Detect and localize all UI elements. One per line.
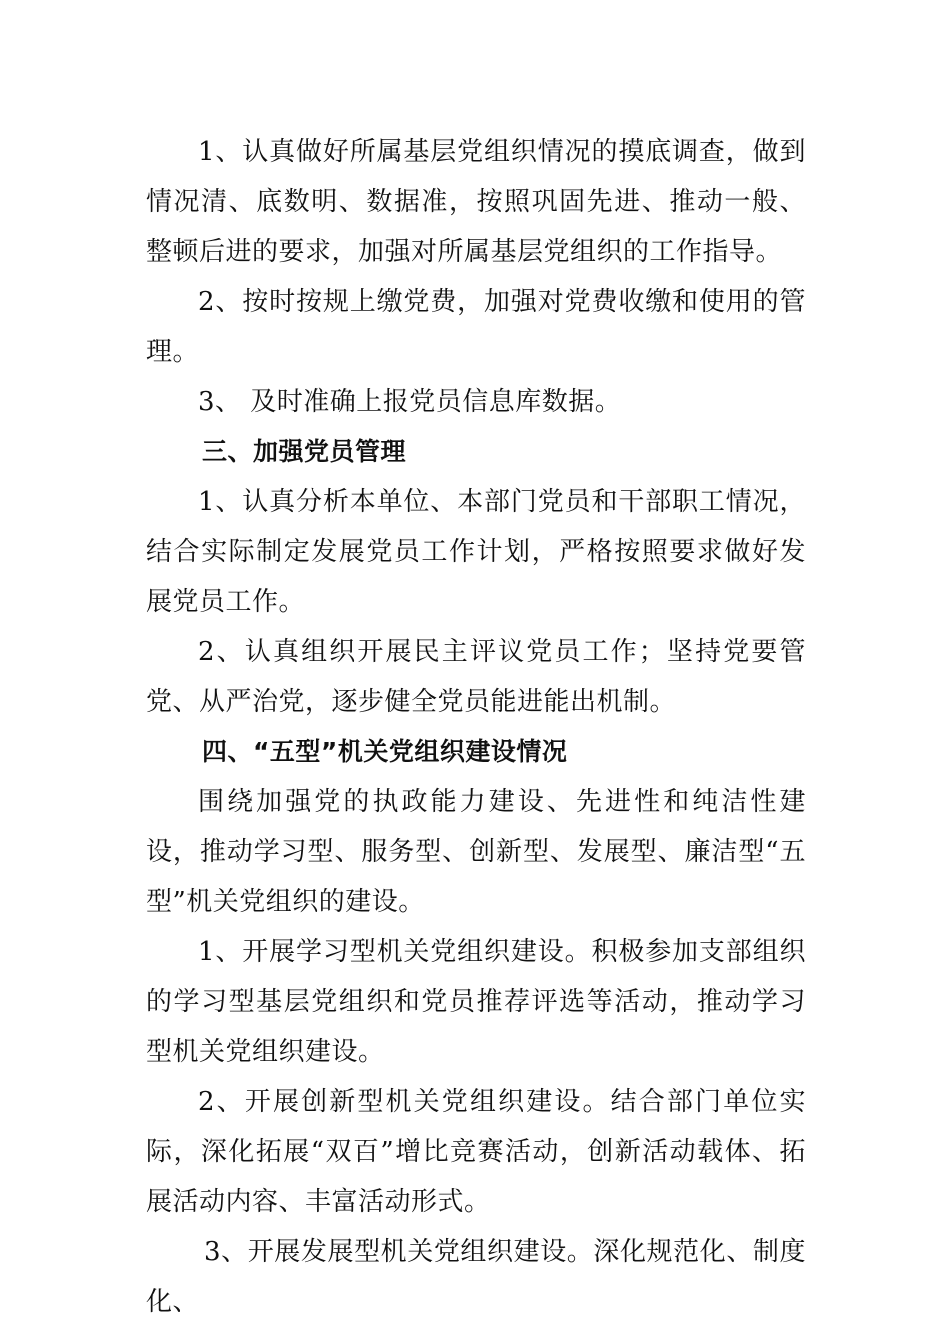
paragraph-9: 3、开展发展型机关党组织建设。深化规范化、制度化、 xyxy=(146,1237,806,1317)
section-heading-4: 四、“五型”机关党组织建设情况 xyxy=(202,737,568,766)
paragraph-3: 3、 及时准确上报党员信息库数据。 xyxy=(198,387,622,417)
paragraph-2: 2、按时按规上缴党费，加强对党费收缴和使用的管理。 xyxy=(146,287,806,367)
paragraph-7: 1、开展学习型机关党组织建设。积极参加支部组织的学习型基层党组织和党员推荐评选等活动，推动学习型机关党组织建设。 xyxy=(146,937,806,1067)
paragraph-5: 2、认真组织开展民主评议党员工作；坚持党要管党、从严治党，逐步健全党员能进能出机制。 xyxy=(146,637,806,717)
section-heading-3: 三、加强党员管理 xyxy=(202,437,407,466)
paragraph-8: 2、开展创新型机关党组织建设。结合部门单位实际，深化拓展“双百”增比竞赛活动，创新活动载体、拓展活动内容、丰富活动形式。 xyxy=(146,1087,806,1217)
paragraph-6: 围绕加强党的执政能力建设、先进性和纯洁性建设，推动学习型、服务型、创新型、发展型、廉洁型“五型”机关党组织的建设。 xyxy=(146,787,806,917)
paragraph-1: 1、认真做好所属基层党组织情况的摸底调查，做到情况清、底数明、数据准，按照巩固先进、推动一般、整顿后进的要求，加强对所属基层党组织的工作指导。 xyxy=(146,137,806,267)
document-body xyxy=(146,127,806,1327)
paragraph-4: 1、认真分析本单位、本部门党员和干部职工情况，结合实际制定发展党员工作计划，严格按照要求做好发展党员工作。 xyxy=(146,487,806,617)
